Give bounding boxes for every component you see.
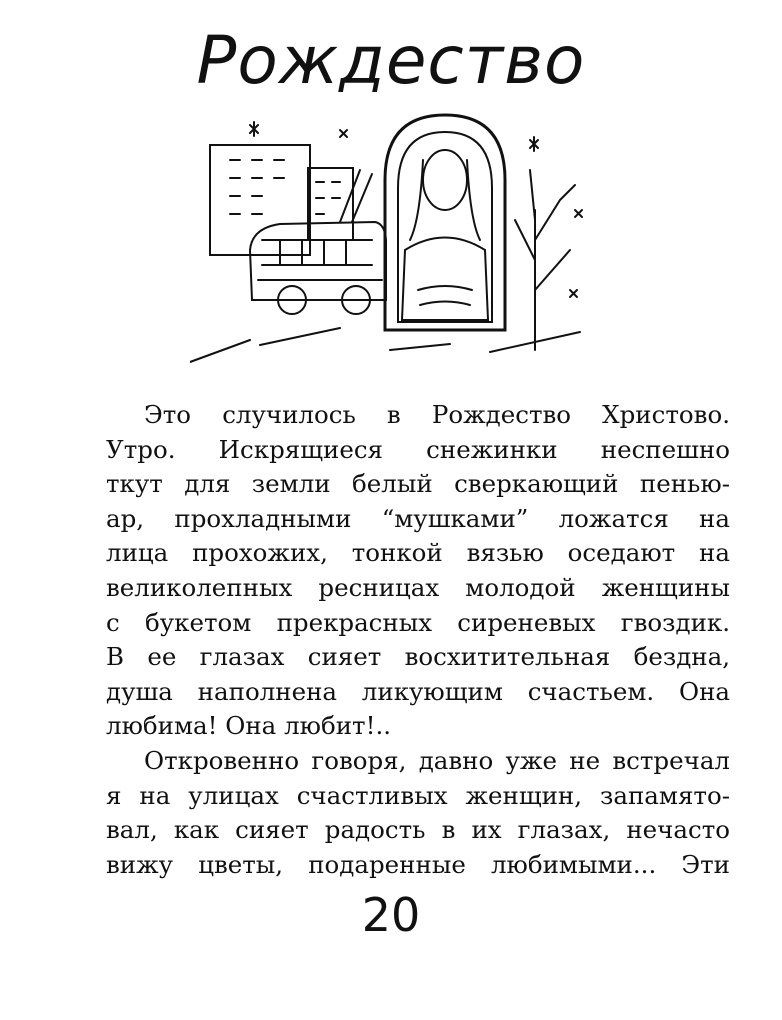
page-number: 20 [361, 888, 421, 942]
text-line: вижу цветы, подаренные любимыми... Эти [106, 849, 730, 879]
christmas-street-illustration-icon [190, 100, 590, 370]
paragraph [106, 744, 730, 882]
body-text [106, 398, 730, 882]
text-line: Утро. Искрящиеся снежинки неспешно [106, 434, 730, 464]
text-line: ар, прохладными “мушками” ложатся на [106, 503, 730, 533]
page-title: Рождество [196, 22, 586, 99]
text-line: лица прохожих, тонкой вязью оседают на [106, 538, 730, 568]
text-line: любима! Она любит!.. [106, 711, 392, 741]
text-line: Это случилось в Рождество Христово. [144, 400, 730, 429]
text-line: В ее глазах сияет восхитительная бездна, [106, 642, 730, 672]
text-line: великолепных ресницах молодой женщины [106, 572, 730, 602]
text-line: душа наполнена ликующим счастьем. Она [106, 676, 730, 706]
text-line: я на улицах счастливых женщин, запамято- [106, 780, 730, 810]
text-line: Откровенно говоря, давно уже не встречал [144, 745, 730, 775]
text-line: с букетом прекрасных сиреневых гвоздик. [106, 607, 730, 637]
text-line: ткут для земли белый сверкающий пенью- [106, 469, 730, 499]
text-line: вал, как сияет радость в их глазах, нечасто [106, 815, 730, 845]
paragraph [106, 398, 730, 744]
